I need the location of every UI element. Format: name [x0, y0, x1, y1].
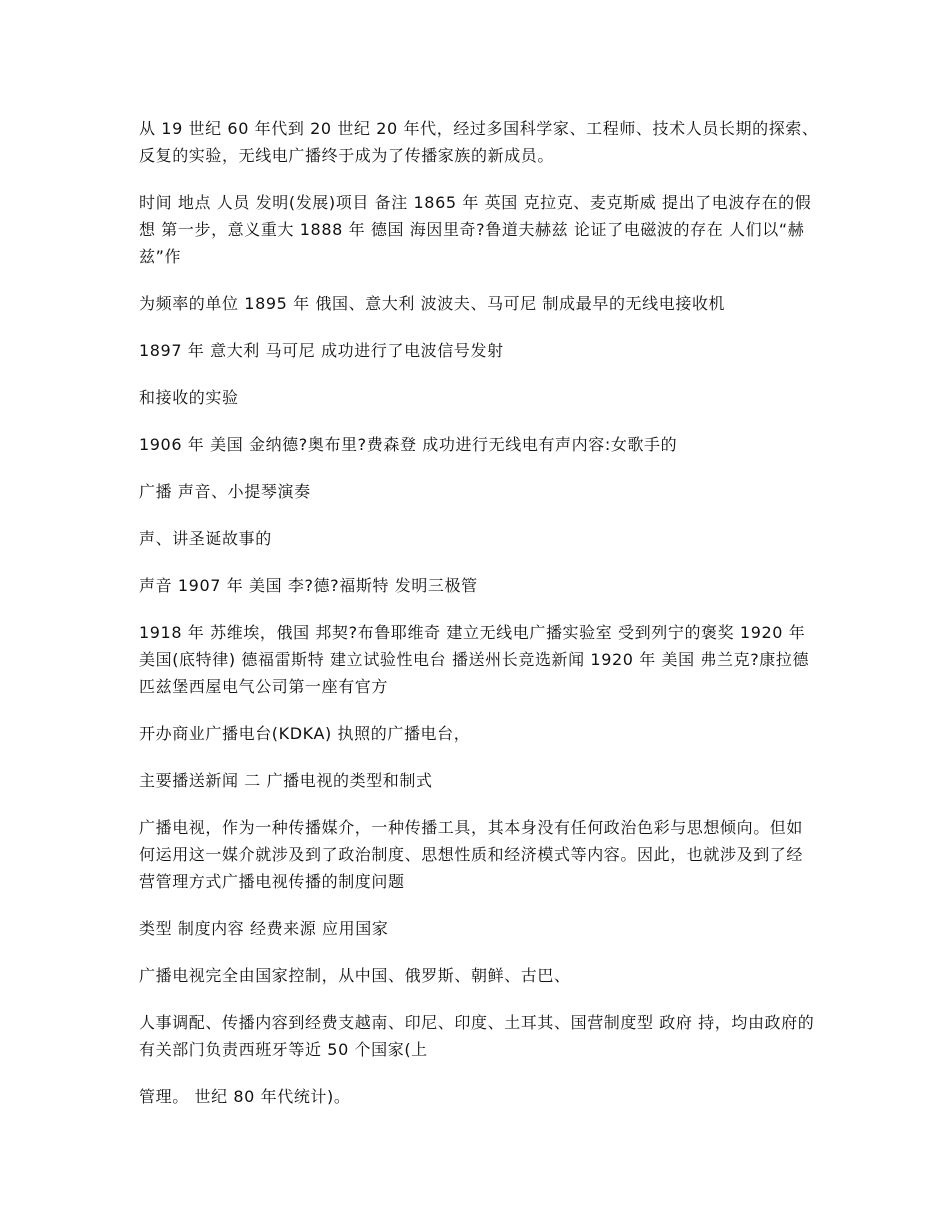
paragraph-timeline-1897-cont: 和接收的实验: [139, 388, 239, 407]
paragraph-timeline-1865-1888: 时间 地点 人员 发明(发展)项目 备注 1865 年 英国 克拉克、麦克斯威 提出了电波存在的假想 第一步，意义重大 1888 年 德国 海因里奇?鲁道夫赫兹 论证了电磁波的存在 人们以“赫兹”作: [139, 193, 812, 266]
paragraph-timeline-1906: 1906 年 美国 金纳德?奥布里?费森登 成功进行无线电有声内容:女歌手的: [139, 435, 678, 454]
paragraph-timeline-1906-cont-2: 声、讲圣诞故事的: [139, 529, 272, 548]
paragraph-timeline-1918-1920: 1918 年 苏维埃，俄国 邦契?布鲁耶维奇 建立无线电广播实验室 受到列宁的褒奖 1920 年 美国(底特律) 德福雷斯特 建立试验性电台 播送州长竞选新闻 1920 年 美国 弗兰克?康拉德 匹兹堡西屋电气公司第一座有官方: [139, 623, 810, 696]
paragraph-timeline-1906-cont-1: 广播 声音、小提琴演奏: [139, 482, 311, 501]
paragraph-timeline-1895: 为频率的单位 1895 年 俄国、意大利 波波夫、马可尼 制成最早的无线电接收机: [139, 294, 726, 313]
paragraph-table-row-3: 管理。 世纪 80 年代统计)。: [139, 1087, 351, 1106]
paragraph-timeline-kdka: 开办商业广播电台(KDKA) 执照的广播电台，: [139, 724, 471, 743]
document-body: [139, 115, 819, 1130]
paragraph-system-intro: 广播电视，作为一种传播媒介，一种传播工具，其本身没有任何政治色彩与思想倾向。但如何运用这一媒介就涉及到了政治制度、思想性质和经济模式等内容。因此，也就涉及到了经营管理方式广播电视传播的制度问题: [139, 818, 804, 891]
paragraph-intro: 从 19 世纪 60 年代到 20 世纪 20 年代，经过多国科学家、工程师、技术人员长期的探索、反复的实验，无线电广播终于成为了传播家族的新成员。: [139, 119, 819, 165]
paragraph-section-heading: 主要播送新闻 二 广播电视的类型和制式: [139, 771, 433, 790]
paragraph-table-row-1: 广播电视完全由国家控制，从中国、俄罗斯、朝鲜、古巴、: [139, 966, 571, 985]
paragraph-timeline-1897: 1897 年 意大利 马可尼 成功进行了电波信号发射: [139, 341, 504, 360]
paragraph-table-header: 类型 制度内容 经费来源 应用国家: [139, 919, 389, 938]
paragraph-table-row-2: 人事调配、传播内容到经费支越南、印尼、印度、土耳其、国营制度型 政府 持，均由政府的有关部门负责西班牙等近 50 个国家(上: [139, 1013, 815, 1059]
paragraph-timeline-1907: 声音 1907 年 美国 李?德?福斯特 发明三极管: [139, 576, 478, 595]
